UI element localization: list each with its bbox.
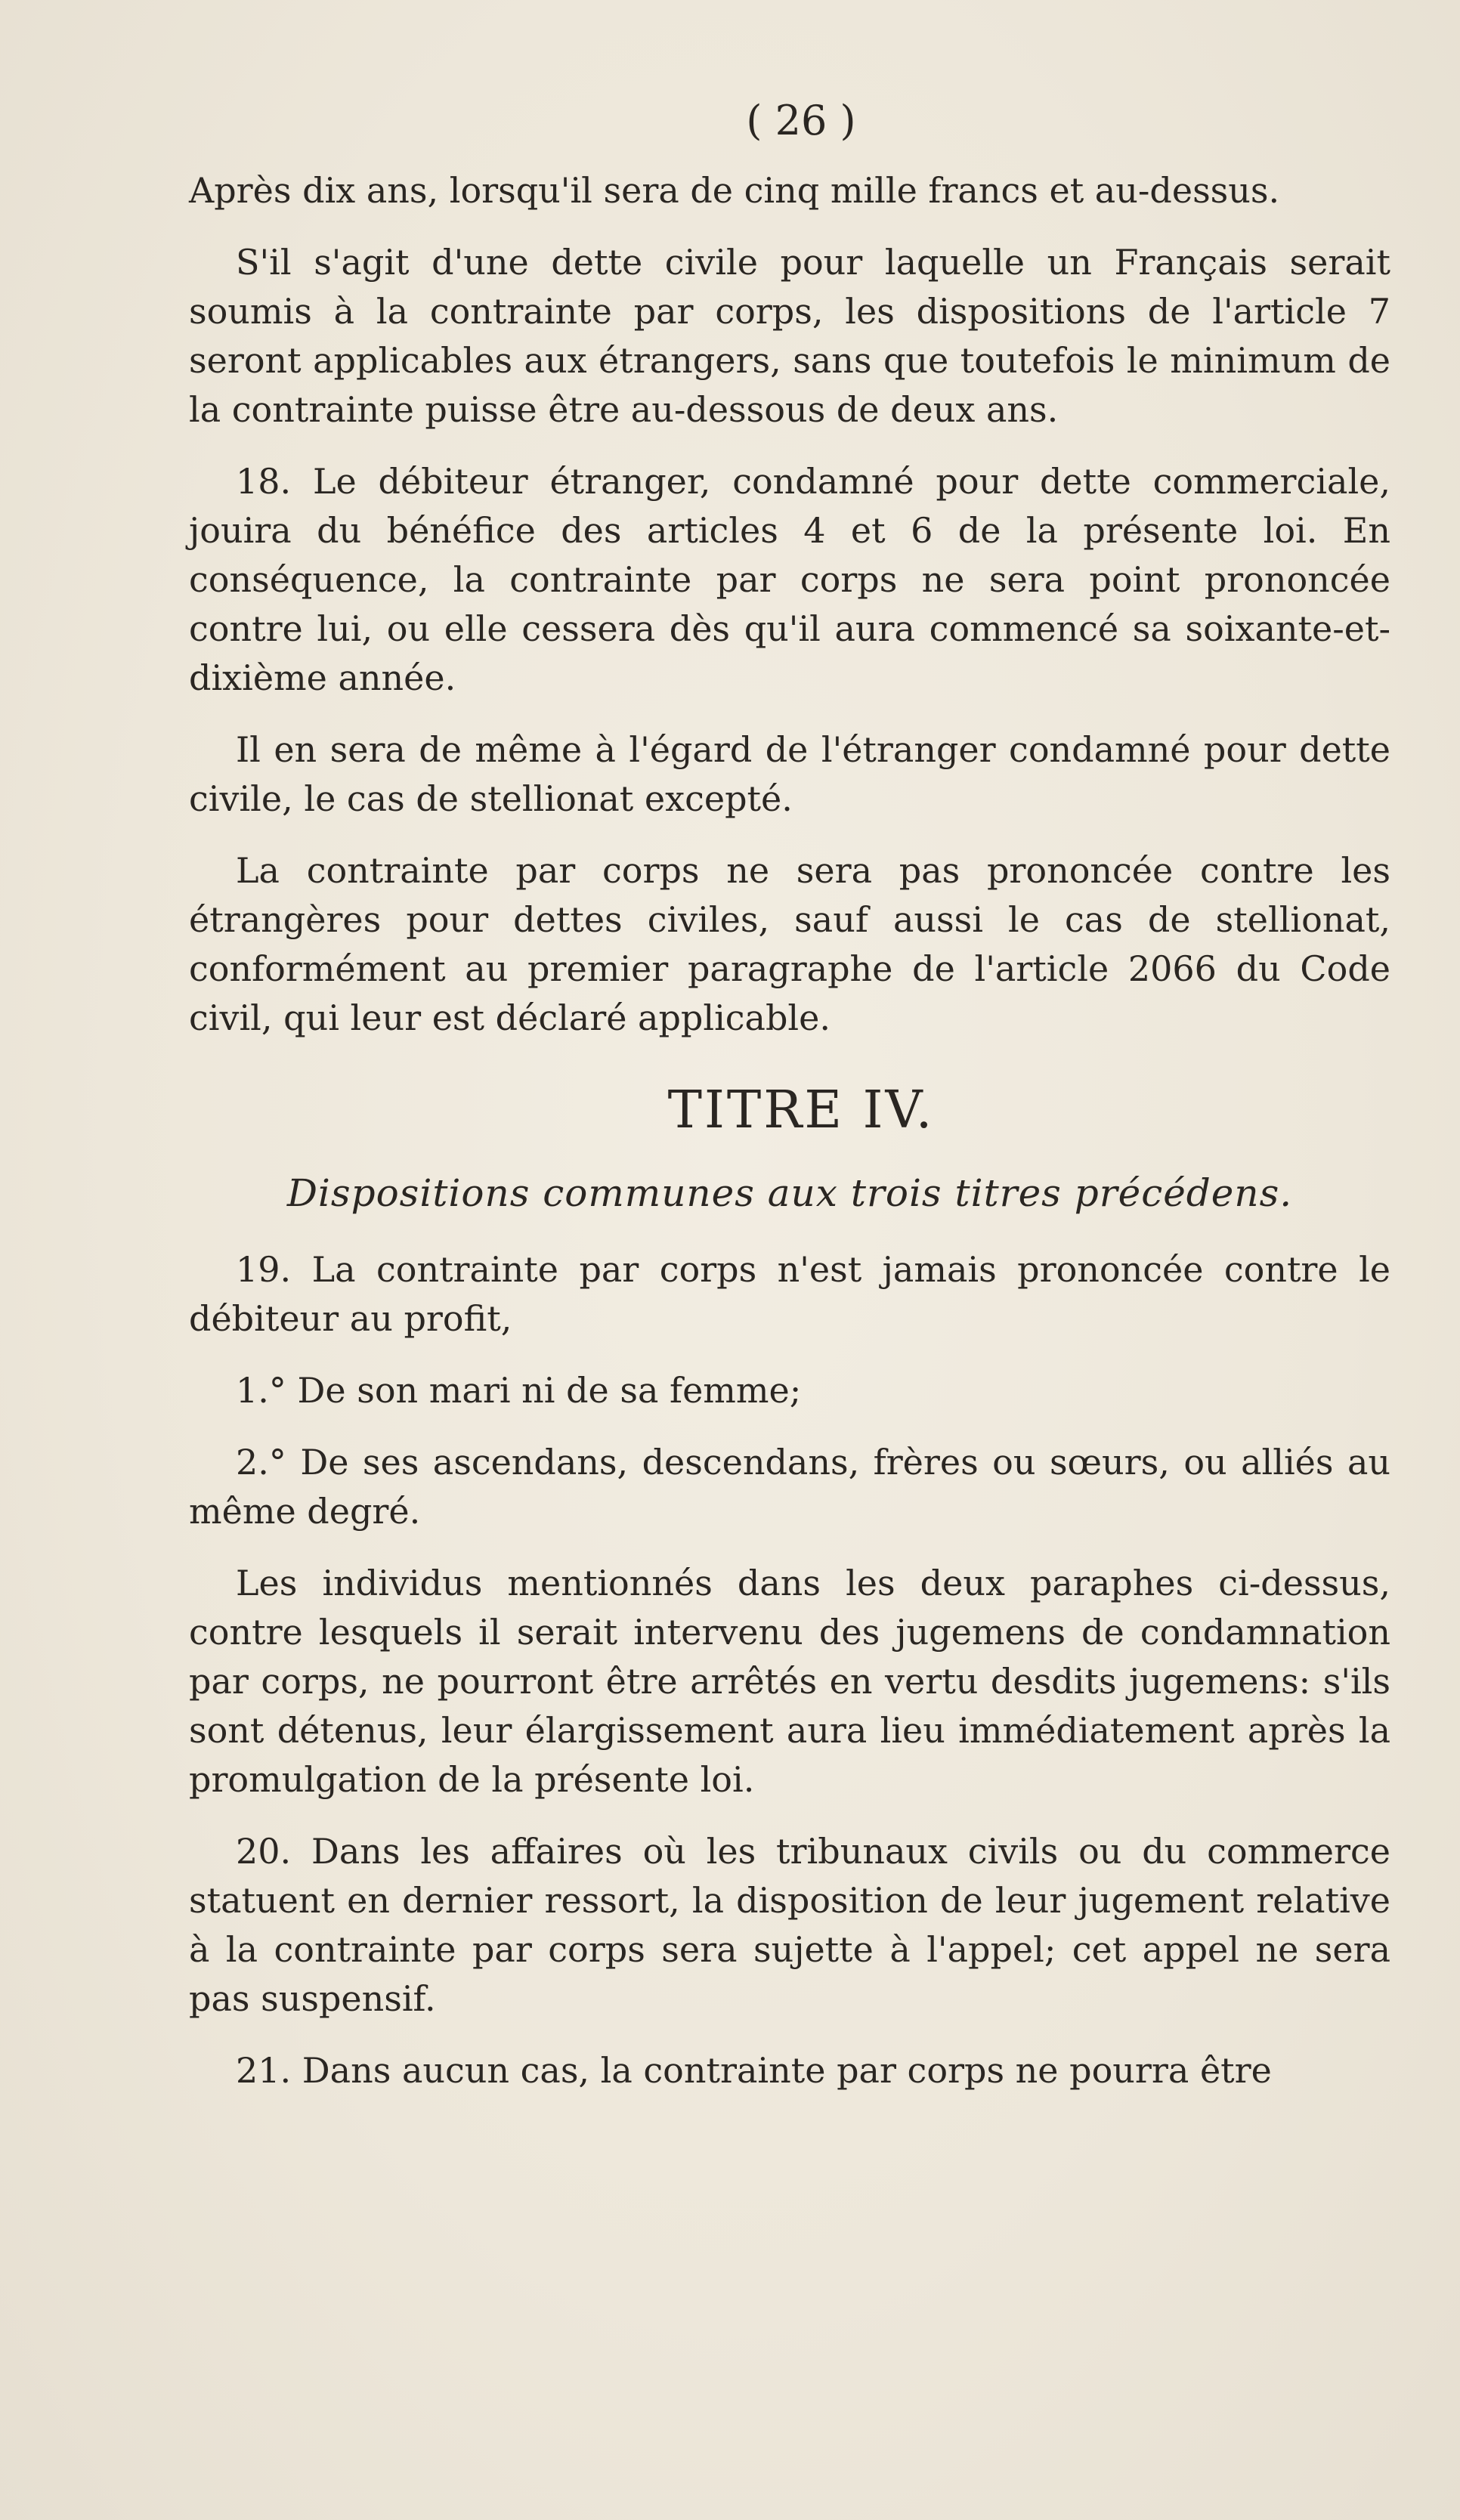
section-subtitle: Dispositions communes aux trois titres précédens. — [286, 1171, 1293, 1215]
article-21: 21. Dans aucun cas, la contrainte par corps ne pourra être — [236, 2050, 1272, 2091]
paragraph: La contrainte par corps ne sera pas prononcée contre les étrangères pour dettes civiles, sauf aussi le cas de stellionat, conformément au premier paragraphe de l'article 2066 du Code civil, qui leur est déclaré applicable. — [189, 850, 1390, 1038]
list-item-2: 2.° De ses ascendans, descendans, frères ou sœurs, ou alliés au même degré. — [189, 1442, 1390, 1532]
paragraph: S'il s'agit d'une dette civile pour laquelle un Français serait soumis à la contrainte par corps, les dispositions de l'article 7 seront applicables aux étrangers, sans que toutefois le minimum de la contrainte puisse être au-dessous de deux ans. — [189, 242, 1390, 430]
section-title: TITRE IV. — [667, 1081, 935, 1140]
article-19: 19. La contrainte par corps n'est jamais prononcée contre le débiteur au profit, — [189, 1249, 1390, 1339]
list-item-1: 1.° De son mari ni de sa femme; — [236, 1370, 802, 1411]
page-number: ( 26 ) — [746, 97, 856, 144]
article-20: 20. Dans les affaires où les tribunaux civils ou du commerce statuent en dernier ressort, la disposition de leur jugement relative à la contrainte par corps sera sujette à l'appel; cet appel ne sera pas suspensif. — [189, 1831, 1390, 2019]
paragraph-continuation: Après dix ans, lorsqu'il sera de cinq mille francs et au-dessus. — [189, 170, 1280, 211]
paragraph: Il en sera de même à l'égard de l'étranger condamné pour dette civile, le cas de stellionat excepté. — [189, 729, 1390, 819]
page-text — [189, 91, 1390, 2118]
article-18: 18. Le débiteur étranger, condamné pour dette commerciale, jouira du bénéfice des articles 4 et 6 de la présente loi. En conséquence, la contrainte par corps ne sera point prononcée contre lui, ou elle cessera dès qu'il aura commencé sa soixante-et-dixième année. — [189, 461, 1390, 698]
paragraph: Les individus mentionnés dans les deux paraphes ci-dessus, contre lesquels il serait intervenu des jugemens de condamnation par corps, ne pourront être arrêtés en vertu desdits jugemens: s'ils sont détenus, leur élargissement aura lieu immédiatement après la promulgation de la présente loi. — [189, 1563, 1390, 1800]
